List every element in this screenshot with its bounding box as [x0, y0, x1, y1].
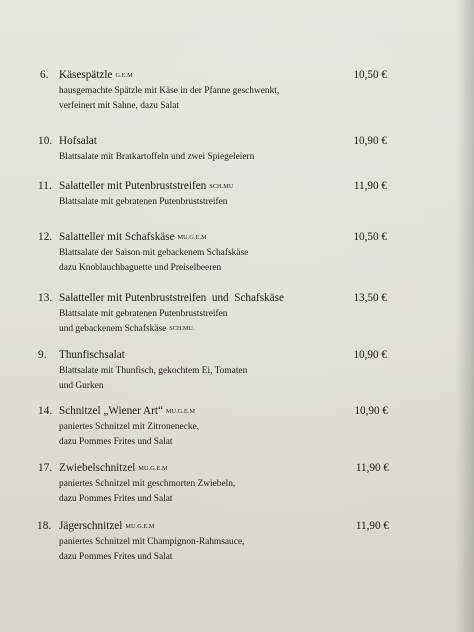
description-text: und gebackenem Schafskäse [59, 323, 167, 334]
item-title: Thunfischsalat [59, 349, 125, 361]
item-title: Käsespätzle [59, 69, 113, 81]
item-number: 11. [38, 180, 52, 192]
item-allergens: MU.G.E.M [125, 523, 155, 530]
description-line: verfeinert mit Sahne, dazu Salat [59, 100, 180, 111]
item-number: 17. [38, 462, 53, 474]
item-description [59, 195, 349, 210]
item-price: 10,50 € [353, 231, 387, 243]
item-description [59, 535, 349, 565]
item-number: 10. [38, 135, 53, 147]
item-title: Schnitzel „Wiener Art“ [59, 405, 163, 417]
item-number: 18. [37, 520, 52, 532]
item-price: 10,90 € [353, 135, 387, 147]
item-price: 11,90 € [355, 462, 389, 474]
item-number: 9. [38, 349, 47, 361]
item-title-line [59, 460, 168, 477]
description-line: Blattsalate der Saison mit gebackenem Schafskäse [59, 248, 249, 258]
item-title-line [59, 518, 155, 535]
item-title-line [59, 290, 284, 307]
description-line [59, 322, 349, 337]
item-allergens: SCH.MU. [169, 324, 195, 332]
item-description [59, 246, 349, 276]
item-title: Salatteller mit Putenbruststreifen und Schafskäse [59, 292, 284, 304]
description-line: dazu Pommes Frites und Salat [59, 436, 173, 447]
item-number: 14. [38, 405, 53, 417]
item-allergens: MU.G.E.M [138, 465, 168, 472]
description-line: paniertes Schnitzel mit geschmorten Zwiebeln, [59, 479, 236, 489]
item-allergens: SCH.MU [209, 183, 234, 190]
description-line: Blattsalate mit Thunfisch, gekochtem Ei, Tomaten [59, 366, 248, 376]
description-line: Blattsalate mit gebratenen Putenbruststreifen [59, 309, 228, 319]
item-allergens: MU.G.E.M [165, 408, 196, 415]
page-edge-shadow [456, 0, 474, 632]
description-line: dazu Pommes Frites und Salat [59, 551, 173, 562]
item-title-line [59, 403, 195, 420]
item-price: 13,50 € [353, 292, 387, 304]
item-title-line [59, 133, 97, 150]
item-title: Zwiebelschnitzel [59, 462, 136, 474]
item-price: 10,50 € [353, 69, 387, 81]
description-line: paniertes Schnitzel mit Champignon-Rahmsauce, [59, 537, 245, 547]
description-line: hausgemachte Spätzle mit Käse in der Pfanne geschwenkt, [59, 86, 280, 96]
item-description [59, 477, 349, 507]
item-price: 10,90 € [353, 349, 387, 361]
item-title-line [59, 67, 133, 84]
item-description [59, 364, 349, 394]
item-title: Salatteller mit Putenbruststreifen [59, 180, 207, 192]
item-title: Hofsalat [59, 135, 97, 147]
description-line: dazu Knoblauchbaguette und Preiselbeeren [59, 262, 222, 273]
item-price: 11,90 € [353, 180, 387, 192]
item-price: 11,90 € [355, 520, 389, 532]
item-title-line [59, 347, 125, 364]
item-description [59, 307, 349, 337]
item-title: Salatteller mit Schafskäse [59, 231, 175, 243]
item-description [59, 420, 349, 450]
item-allergens: G.E.M [115, 72, 133, 79]
description-line: paniertes Schnitzel mit Zitronenecke, [59, 422, 200, 432]
item-description [59, 150, 349, 165]
item-number: 13. [38, 292, 53, 304]
description-line: Blattsalate mit gebratenen Putenbruststreifen [59, 197, 228, 207]
description-line: dazu Pommes Frites und Salat [59, 493, 173, 504]
item-title: Jägerschnitzel [59, 520, 123, 532]
description-line: Blattsalate mit Bratkartoffeln und zwei Spiegeleiern [59, 152, 255, 162]
item-number: 6. [40, 69, 49, 81]
item-title-line [59, 178, 233, 195]
item-number: 12. [38, 231, 53, 243]
item-title-line [59, 229, 207, 246]
item-allergens: MU.G.E.M [177, 234, 207, 241]
item-price: 10,90 € [354, 405, 388, 417]
item-description [59, 84, 349, 114]
description-line: und Gurken [59, 380, 104, 391]
